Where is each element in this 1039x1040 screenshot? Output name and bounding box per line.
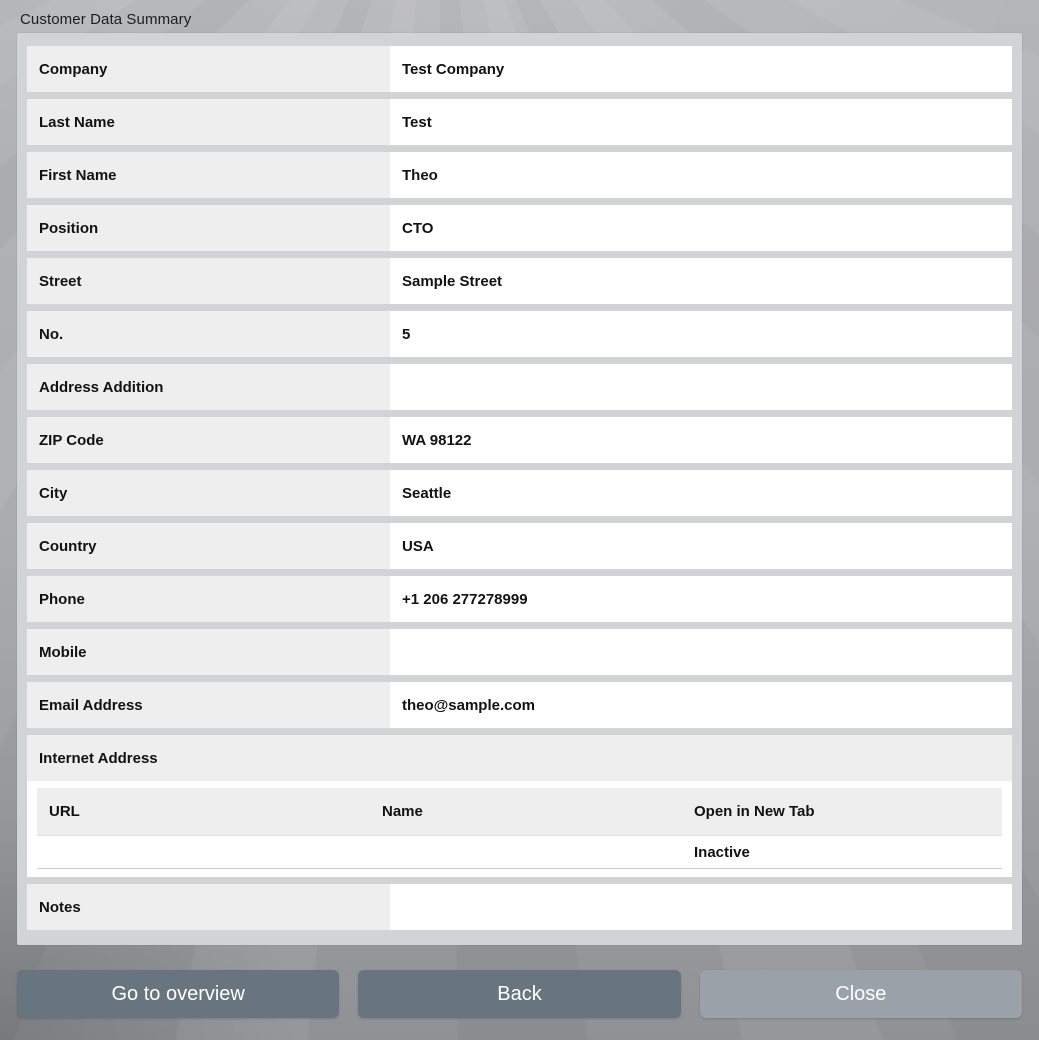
field-row [27, 46, 1012, 92]
field-row [27, 205, 1012, 251]
field-value: USA [390, 523, 1012, 569]
field-row [27, 576, 1012, 622]
field-label: Notes [27, 884, 390, 930]
field-value: Seattle [390, 470, 1012, 516]
field-value: WA 98122 [390, 417, 1012, 463]
field-label: Last Name [27, 99, 390, 145]
internet-address-table [37, 788, 1002, 869]
field-value: Sample Street [390, 258, 1012, 304]
field-label: Phone [27, 576, 390, 622]
field-value: Theo [390, 152, 1012, 198]
field-row [27, 99, 1012, 145]
field-value [390, 884, 1012, 930]
back-button[interactable]: Back [358, 970, 680, 1018]
field-row-notes [27, 884, 1012, 930]
field-label: Email Address [27, 682, 390, 728]
field-row [27, 629, 1012, 675]
field-label: Street [27, 258, 390, 304]
open-in-new-tab-cell: Inactive [694, 843, 750, 861]
field-value: CTO [390, 205, 1012, 251]
field-row [27, 364, 1012, 410]
field-value: 5 [390, 311, 1012, 357]
field-row [27, 152, 1012, 198]
go-to-overview-button[interactable]: Go to overview [17, 970, 339, 1018]
internet-address-header: Internet Address [27, 735, 1012, 781]
page-title: Customer Data Summary [20, 11, 192, 28]
column-header-name: Name [382, 803, 423, 820]
column-header-url: URL [49, 803, 80, 820]
field-label: No. [27, 311, 390, 357]
internet-address-section [27, 735, 1012, 877]
url-cell [37, 836, 370, 868]
field-label: Country [27, 523, 390, 569]
field-label: City [27, 470, 390, 516]
internet-address-row [37, 836, 1002, 869]
field-label: Position [27, 205, 390, 251]
field-label: First Name [27, 152, 390, 198]
field-value [390, 629, 1012, 675]
column-header-open-in-new-tab: Open in New Tab [694, 803, 815, 820]
field-value: Test [390, 99, 1012, 145]
field-value: +1 206 277278999 [390, 576, 1012, 622]
field-row [27, 523, 1012, 569]
field-row [27, 682, 1012, 728]
name-cell [370, 836, 682, 868]
field-row [27, 311, 1012, 357]
close-button[interactable]: Close [700, 970, 1022, 1018]
field-row [27, 417, 1012, 463]
button-bar [17, 970, 1022, 1018]
field-label: Mobile [27, 629, 390, 675]
field-row [27, 258, 1012, 304]
field-label: ZIP Code [27, 417, 390, 463]
field-label: Address Addition [27, 364, 390, 410]
field-label: Company [27, 46, 390, 92]
customer-summary-panel [17, 33, 1022, 945]
field-value [390, 364, 1012, 410]
internet-address-table-header [37, 788, 1002, 836]
field-row [27, 470, 1012, 516]
field-value: theo@sample.com [390, 682, 1012, 728]
field-value: Test Company [390, 46, 1012, 92]
